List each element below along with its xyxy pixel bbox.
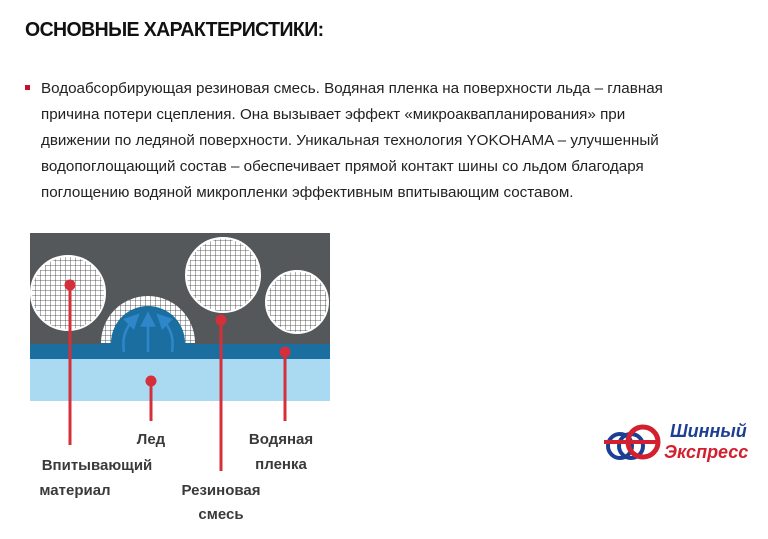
label-water-film: пленка xyxy=(255,456,307,473)
feature-text-line: поглощению водяной микропленки эффективным впитывающим составом. xyxy=(41,184,574,201)
bullet-icon xyxy=(25,85,30,90)
feature-item xyxy=(25,76,755,206)
absorbing-cell xyxy=(31,256,105,330)
absorbing-cell xyxy=(186,238,260,312)
shinny-express-logo xyxy=(604,416,764,468)
logo-bar xyxy=(604,440,656,444)
pointer-dot xyxy=(146,376,157,387)
page-heading: ОСНОВНЫЕ ХАРАКТЕРИСТИКИ: xyxy=(25,18,324,42)
label-rubber-compound: Резиновая xyxy=(181,482,261,499)
label-rubber-compound: смесь xyxy=(198,506,244,523)
feature-text-line: Водоабсорбирующая резиновая смесь. Водяная пленка на поверхности льда – главная xyxy=(41,80,663,97)
logo-line-2: Экспресс xyxy=(664,442,749,462)
logo-line-1: Шинный xyxy=(670,421,747,441)
feature-text-line: водопоглощающий состав – обеспечивает прямой контакт шины со льдом благодаря xyxy=(41,158,644,175)
label-ice: Лед xyxy=(136,431,166,448)
label-absorbing-material: Впитывающий xyxy=(41,457,153,474)
feature-text-line: причина потери сцепления. Она вызывает эффект «микроаквапланирования» при xyxy=(41,106,626,123)
pointer-dot xyxy=(216,315,227,326)
absorbing-cell xyxy=(266,271,328,333)
feature-list xyxy=(25,76,755,206)
tread-diagram xyxy=(0,225,340,535)
label-water-film: Водяная xyxy=(248,431,314,448)
pointer-dot xyxy=(65,280,76,291)
pointer-dot xyxy=(280,347,291,358)
feature-text-line: движении по ледяной поверхности. Уникальная технология YOKOHAMA – улучшенный xyxy=(41,132,659,149)
label-absorbing-material: материал xyxy=(39,482,111,499)
